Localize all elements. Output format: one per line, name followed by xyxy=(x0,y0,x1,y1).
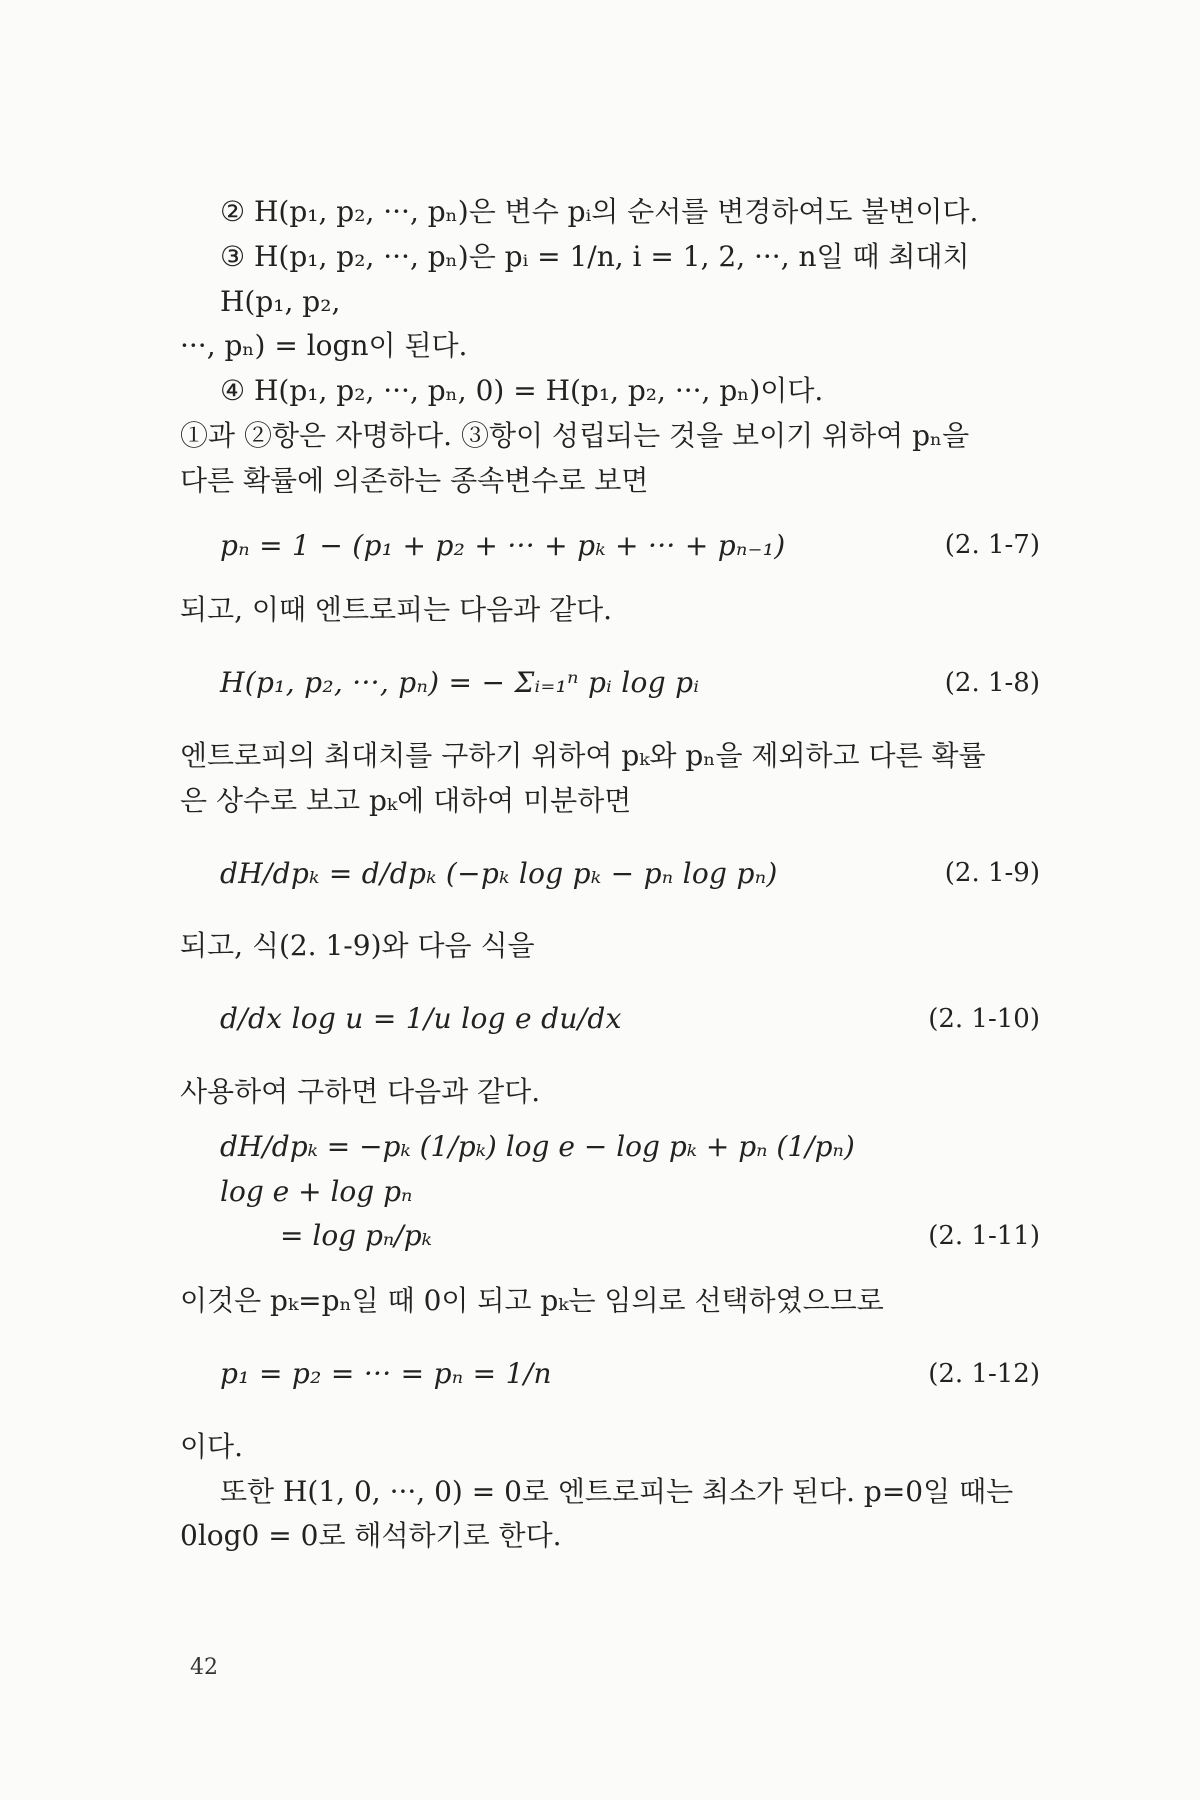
equation-expression: p₁ = p₂ = ··· = pₙ = 1/n xyxy=(220,1356,552,1390)
equation-expression: pₙ = 1 − (p₁ + p₂ + ··· + pₖ + ··· + pₙ₋₁) xyxy=(220,528,786,562)
paragraph-after-eq-12: 이다. xyxy=(180,1429,243,1463)
equation-number: (2. 1-7) xyxy=(944,530,1040,561)
equation-2-1-10 xyxy=(180,997,1040,1042)
equation-2-1-9 xyxy=(180,852,1040,897)
property-2: ② H(p₁, p₂, ···, pₙ)은 변수 pᵢ의 순서를 변경하여도 불변이다. xyxy=(220,195,979,228)
equation-2-1-12 xyxy=(180,1352,1040,1397)
paragraph-after-eq-7: 되고, 이때 엔트로피는 다음과 같다. xyxy=(180,593,613,627)
equation-number: (2. 1-9) xyxy=(944,858,1040,889)
equation-2-1-8 xyxy=(180,661,1040,706)
equation-number: (2. 1-12) xyxy=(928,1358,1040,1389)
equation-line-2 xyxy=(220,1214,1040,1259)
equation-expression: dH/dpₖ = d/dpₖ (−pₖ log pₖ − pₙ log pₙ) xyxy=(220,856,778,890)
equation-line-1 xyxy=(220,1125,1040,1215)
property-3-line-1: ③ H(p₁, p₂, ···, pₙ)은 pᵢ = 1/n, i = 1, 2, ···, n일 때 최대치 H(p₁, p₂, xyxy=(220,239,970,318)
paragraph-final-line-2: 0log0 = 0로 해석하기로 한다. xyxy=(180,1519,562,1553)
paragraph-proof-intro-2: 다른 확률에 의존하는 종속변수로 보면 xyxy=(180,463,649,497)
page-content xyxy=(180,190,1040,1559)
paragraph-after-eq-9: 되고, 식(2. 1-9)와 다음 식을 xyxy=(180,929,535,963)
equation-number: (2. 1-8) xyxy=(944,667,1040,698)
equation-number: (2. 1-11) xyxy=(928,1220,1040,1251)
paragraph-after-eq-8-line-1: 엔트로피의 최대치를 구하기 위하여 pₖ와 pₙ을 제외하고 다른 확률 xyxy=(180,738,986,772)
paragraph-final-line-1: 또한 H(1, 0, ···, 0) = 0로 엔트로피는 최소가 된다. p=0일 때는 xyxy=(220,1474,1014,1508)
paragraph-after-eq-10: 사용하여 구하면 다음과 같다. xyxy=(180,1074,541,1108)
equation-expression: H(p₁, p₂, ···, pₙ) = − Σᵢ₌₁ⁿ pᵢ log pᵢ xyxy=(220,666,700,700)
paragraph-proof-intro-1: ①과 ②항은 자명하다. ③항이 성립되는 것을 보이기 위하여 pₙ을 xyxy=(180,418,970,452)
property-3-line-2: ···, pₙ) = logn이 된다. xyxy=(180,329,468,363)
paragraph-after-eq-11: 이것은 pₖ=pₙ일 때 0이 되고 pₖ는 임의로 선택하였으므로 xyxy=(180,1284,884,1318)
equation-expression: dH/dpₖ = −pₖ (1/pₖ) log e − log pₖ + pₙ (1/pₙ) log e + log pₙ xyxy=(220,1129,855,1208)
equation-2-1-7 xyxy=(180,524,1040,569)
equation-number: (2. 1-10) xyxy=(928,1003,1040,1034)
equation-expression: = log pₙ/pₖ xyxy=(280,1219,432,1253)
paragraph-after-eq-8-line-2: 은 상수로 보고 pₖ에 대하여 미분하면 xyxy=(180,783,632,817)
page-number: 42 xyxy=(190,1655,218,1680)
property-4: ④ H(p₁, p₂, ···, pₙ, 0) = H(p₁, p₂, ···, pₙ)이다. xyxy=(220,374,824,408)
equation-2-1-11 xyxy=(180,1125,1040,1259)
equation-expression: d/dx log u = 1/u log e du/dx xyxy=(220,1002,622,1036)
